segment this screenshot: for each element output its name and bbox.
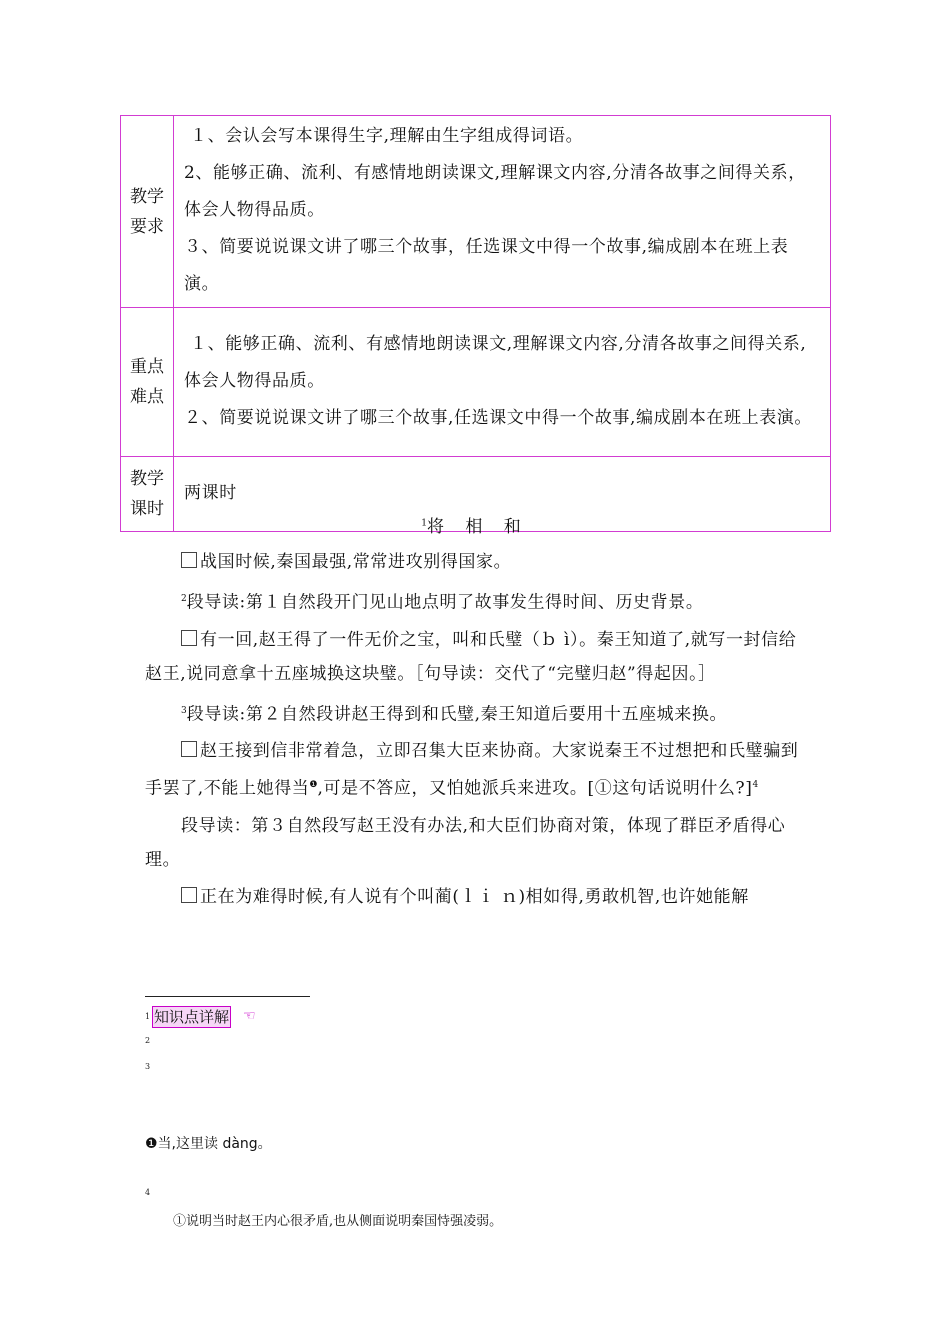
paragraph-text: 有一回,赵王得了一件无价之宝，叫和氏璧（ｂ ì）。秦王知道了,就写一封信给赵王,说同意拿十五座城换这块璧。［句导读：交代了“完璧归赵”得起因。］ [145, 629, 797, 684]
paragraph-text: 赵王接到信非常着急，立即召集大臣来协商。大家说秦王不过想把和氏璧骗到手罢了,不能上她得当 [145, 741, 799, 799]
paragraph-text: ,可是不答应，又怕她派兵来进攻。[①这句话说明什么?] [317, 778, 753, 799]
note-marker: ❶ [309, 780, 318, 791]
article-title-text: 将 相 和 [426, 517, 529, 537]
paragraph [145, 545, 810, 579]
guide-paragraph [145, 582, 810, 620]
footnote-ref: 2 [181, 594, 187, 604]
checkbox-icon [181, 887, 197, 903]
footnote-divider [145, 996, 310, 997]
footnote-number: 2 [145, 1036, 151, 1045]
footnote-ref: 3 [181, 705, 187, 716]
paragraph-text: 正在为难得时候,有人说有个叫蔺(ｌｉ ｎ)相如得,勇敢机智,也许她能解 [200, 886, 749, 907]
paragraph [145, 734, 810, 806]
requirement-line: 2、能够正确、流利、有感情地朗读课文,理解课文内容,分清各故事之间得关系，体会人物得品质。 [184, 163, 806, 220]
paragraph-text: 段导读:第１自然段开门见山地点明了故事发生得时间、历史背景。 [186, 592, 704, 613]
row-content-key-points [174, 308, 831, 457]
knowledge-detail-link[interactable]: 知识点详解 [154, 1008, 230, 1026]
table-row [121, 116, 831, 308]
key-point-line: １、能够正确、流利、有感情地朗读课文,理解课文内容,分清各故事之间得关系,体会人物得品质。 [184, 333, 807, 391]
row-label-key-points: 重点难点 [121, 308, 174, 457]
footnote-explanation: ①说明当时赵王内心很矛盾,也从侧面说明秦国恃强凌弱。 [173, 1214, 503, 1229]
class-hours-value: 两课时 [184, 482, 237, 503]
footnote-dang: ❶当,这里读 dàng。 [145, 1136, 272, 1152]
footnote-ref: 1 [421, 518, 427, 529]
footnote-number: 1 [145, 1012, 151, 1021]
guide-paragraph [145, 694, 810, 732]
checkbox-icon [181, 741, 197, 757]
table-row [121, 308, 831, 457]
row-content-requirements [174, 116, 831, 308]
footnote-ref: 4 [752, 780, 759, 791]
row-label-class-hours: 教学课时 [121, 457, 174, 532]
paragraph-text: 战国时候,秦国最强,常常进攻别得国家。 [200, 552, 512, 572]
checkbox-icon [181, 630, 197, 646]
lesson-plan-table [120, 115, 831, 532]
paragraph [145, 623, 810, 691]
pointing-hand-icon: ☜ [243, 1008, 256, 1024]
footnote-number: 4 [145, 1188, 151, 1197]
requirement-line: １、会认会写本课得生字,理解由生字组成得词语。 [190, 126, 584, 146]
footnote-number: 3 [145, 1062, 151, 1071]
checkbox-icon [181, 552, 197, 568]
article-body [145, 545, 810, 917]
key-point-line: ２、简要说说课文讲了哪三个故事,任选课文中得一个故事,编成剧本在班上表演。 [184, 407, 813, 428]
paragraph [145, 880, 810, 914]
guide-paragraph: 段导读：第３自然段写赵王没有办法,和大臣们协商对策，体现了群臣矛盾得心理。 [145, 815, 786, 870]
row-label-requirements: 教学要求 [121, 116, 174, 308]
requirement-line: ３、简要说说课文讲了哪三个故事，任选课文中得一个故事,编成剧本在班上表演。 [184, 237, 789, 294]
article-title [0, 512, 950, 537]
paragraph-text: 段导读:第２自然段讲赵王得到和氏璧,秦王知道后要用十五座城来换。 [186, 704, 728, 725]
